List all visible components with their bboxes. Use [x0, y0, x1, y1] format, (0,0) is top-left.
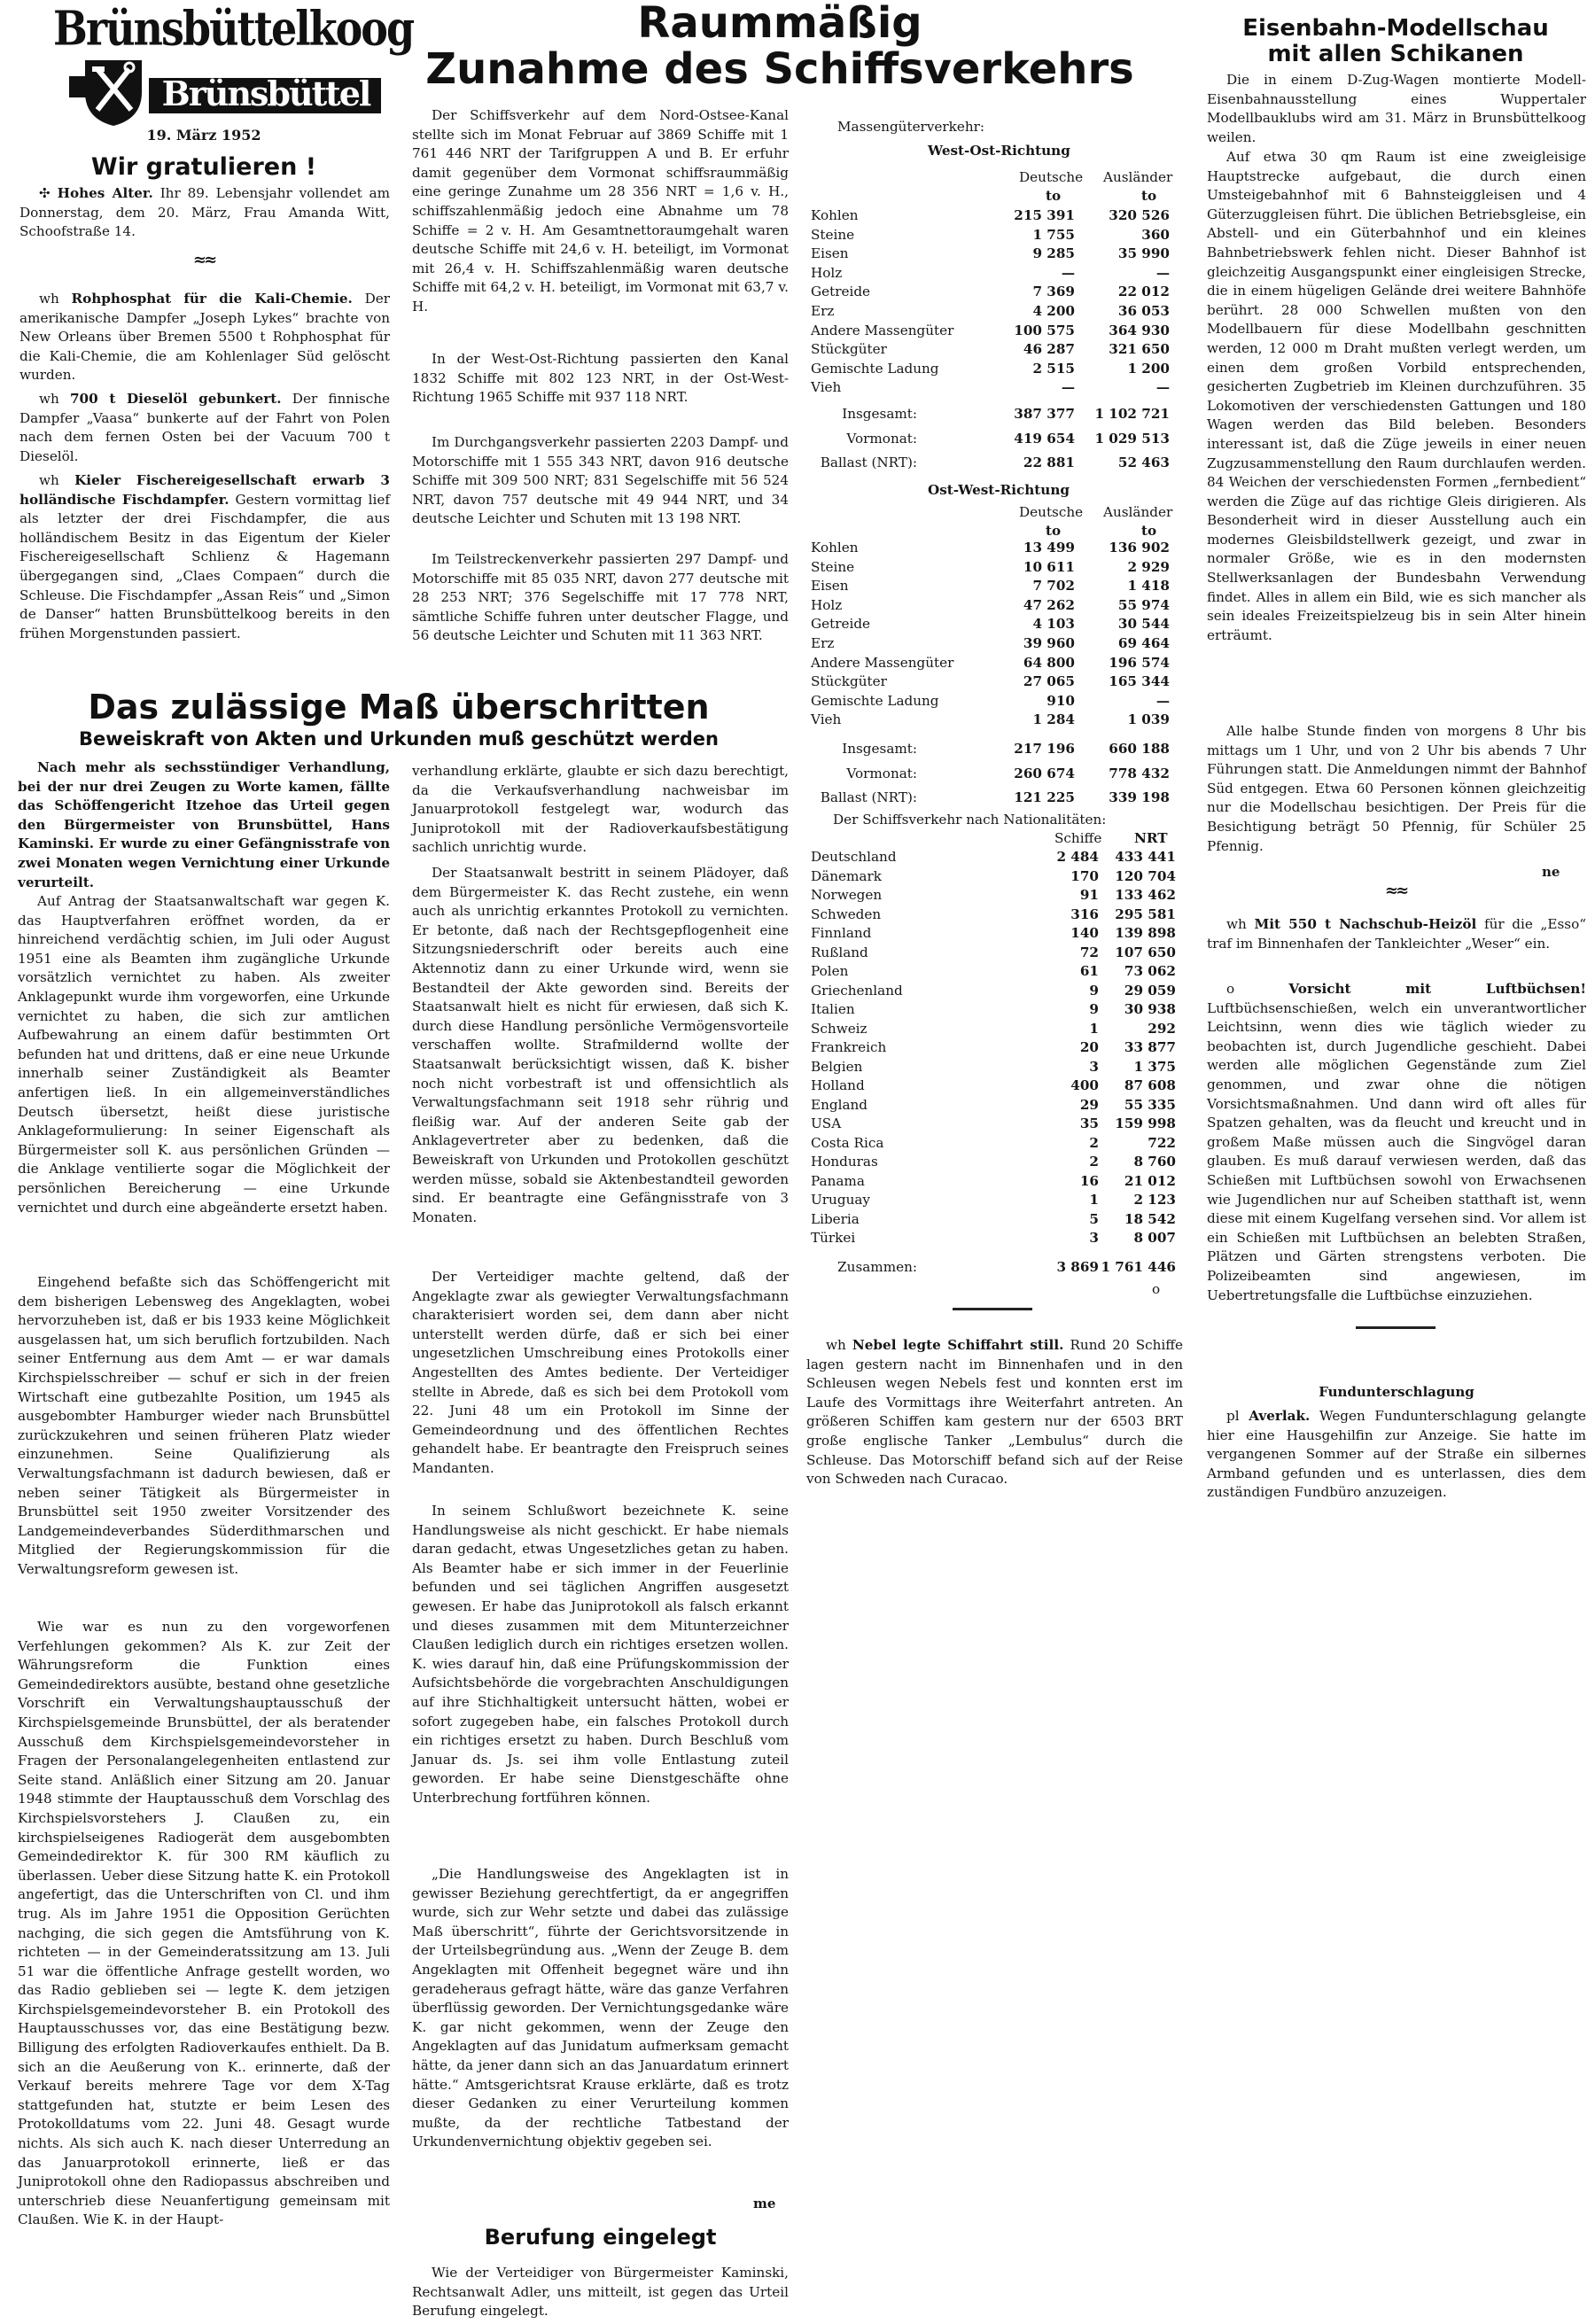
total-label: Insgesamt:	[842, 406, 917, 422]
row-label: Stückgüter	[811, 673, 887, 690]
auslaender-value: 52 463	[1117, 455, 1170, 470]
table-row	[802, 654, 1183, 672]
nrt-value: 107 650	[1115, 944, 1176, 960]
traffic-paragraph: Der Schiffsverkehr auf dem Nord-Ostsee-Kanal stellte sich im Monat Februar auf 3869 Schiffe mit 1 761 446 NRT der Tarifgruppen A und B. Er erfuhr damit gegenüber dem Vormonat schiffsraummäßig eine geringe Zunahme um 28 356 NRT = 1,6 v. H., schiffszahlenmäßig jedoch eine Abnahme um 78 Schiffe = 2 v. H. Am Gesamtnettoraumgehalt waren deutsche Schiffe mit 24,6 v. H. beteiligt, im Vormonat mit 26,4 v. H. Schiffszahlenmäßig waren deutsche Schiffe mit 64,2 v. H. beteiligt, im Vormonat mit 63,7 v. H.	[412, 107, 789, 315]
nation-row	[802, 906, 1183, 924]
railway-paragraph: Alle halbe Stunde finden von morgens 8 Uhr bis mittags um 1 Uhr, und von 2 Uhr bis abends 7 Uhr Führungen statt. Die Anmeldungen nimmt der Bahnhof Süd entgegen. Etwa 60 Personen können gleichzeitig nur die Modellschau besichtigen. Der Preis für die Besichtigung beträgt 50 Pfennig, für Schüler 25 Pfennig.	[1207, 723, 1586, 854]
auslaender-value: 136 902	[1109, 540, 1170, 556]
nation-row	[802, 1153, 1183, 1171]
row-label: Steine	[811, 226, 855, 243]
deutsche-value: 910	[1046, 692, 1075, 709]
lost-property-heading: Fundunterschlagung	[1319, 1384, 1474, 1400]
nation-row	[802, 1191, 1183, 1209]
ships-value: 400	[1070, 1077, 1099, 1093]
auslaender-value: 30 544	[1117, 616, 1170, 633]
deutsche-value: 39 960	[1023, 635, 1075, 651]
court-lead: Nach mehr als sechsstündiger Verhandlung, bei der nur drei Zeugen zu Worte kamen, fällte das Schöffengericht Itzehoe das Urteil gegen den Bürgermeister von Brunsbüttel, Hans Kaminski. Er wurde zu einer Gefängnisstrafe von zwei Monaten wegen Vernichtung einer Urkunde verurteilt.	[18, 759, 390, 890]
unit-label: to	[1046, 188, 1062, 204]
table-row	[802, 302, 1183, 321]
nation-row	[802, 1115, 1183, 1133]
auslaender-value: 69 464	[1117, 635, 1170, 651]
row-label: Uruguay	[811, 1192, 870, 1208]
nrt-value: 295 581	[1115, 906, 1176, 922]
traffic-signature: o	[1152, 1281, 1161, 1297]
deutsche-value: 100 575	[1014, 322, 1075, 338]
deutsche-value: 64 800	[1023, 654, 1075, 671]
nrt-value: 21 012	[1124, 1172, 1176, 1189]
auslaender-value: —	[1155, 692, 1170, 709]
ships-value: 1	[1089, 1192, 1099, 1208]
nation-row	[802, 924, 1183, 943]
row-label: Holland	[811, 1077, 865, 1093]
court-paragraph: Wie war es nun zu den vorgeworfenen Verfehlungen gekommen? Als K. zur Zeit der Währungsreform die Funktion eines Gemeindedirektors ausübte, bestand ohne gesetzliche Vorschrift ein Verwaltungshauptausschuß der Kirchspielsgemeinde Brunsbüttel, der als beratender Ausschuß dem Kirchspielsgemeindevorsteher in Fragen der Personalangelegenheiten entlastend zur Seite stand. Anläßlich einer Sitzung am 20. Januar 1948 stimmte der Hauptausschuß dem Vorschlag des Kirchspielsvorstehers J. Claußen zu, ein kirchspielseigenes Radiogerät dem ausgebombten Gemeindedirektor K. für 300 RM käuflich zu überlassen. Ueber diese Sitzung hatte K. ein Protokoll angefertigt, das die Unterschriften von Cl. und ihm trug. Als im Jahre 1951 die Opposition Gerüchten nachging, die sich gegen die Amtsführung von K. richteten — in der Gemeinderatssitzung am 13. Juli 51 war die öffentliche Anfrage gestellt worden, wo das Radio geblieben sei — legte K. dem jetzigen Kirchspielsgemeindevorsteher B. ein Protokoll des Hauptausschusses vor, das eine Bestätigung bezw. Billigung des erfolgten Radioverkaufes enthielt. Da B. sich an die Aeußerung von K.. erinnerte, daß der Verkauf bereits mehrere Tage vor dem X-Tag stattgefunden hat, stutzte er beim Lesen des Protokolldatums vom 22. Juni 48. Gesagt wurde nichts. Als sich auch K. nach dieser Unterredung an das Januarprotokoll erinnerte, ließ er das Juniprotokoll ohne den Radiopassus abschreiben und unterschrieb diese Neuanfertigung gemeinsam mit Claußen. Wie K. in der Haupt-	[18, 1619, 390, 2228]
separator-wave-icon: ≈≈	[1384, 882, 1407, 900]
row-label: Erz	[811, 303, 835, 319]
nrt-value: 1 761 446	[1101, 1259, 1176, 1275]
court-paragraph: Der Verteidiger machte geltend, daß der Angeklagte zwar als gewiegter Verwaltungsfachmann charakterisiert worden sei, dem dann aber nicht unterstellt werden dürfe, daß er sich bei einer ungesetzlichen Umschreibung eines Protokolls einer Angestellten des Amtes bediente. Der Verteidiger stellte in Abrede, daß es sich bei dem Protokoll vom 22. Juni 48 um ein Protokoll im Sinne der Gemeindeordnung und des öffentlichen Rechtes gehandelt habe. Er beantragte den Freispruch seines Mandanten.	[412, 1269, 789, 1476]
row-label: Erz	[811, 635, 835, 651]
table-row	[802, 378, 1183, 397]
news-item-lead: Hohes Alter.	[57, 185, 153, 201]
news-item-hohes-alter	[19, 184, 390, 242]
row-label: Schweiz	[811, 1020, 868, 1037]
row-label: Holz	[811, 596, 843, 613]
nrt-value: 29 059	[1124, 982, 1176, 999]
author-initials: o	[1226, 981, 1235, 997]
deutsche-value: 2 515	[1032, 360, 1075, 377]
ships-value: 3 869	[1056, 1259, 1099, 1275]
deutsche-value: 1 284	[1032, 711, 1075, 728]
news-item-fischdampfer	[19, 471, 390, 643]
ships-value: 2	[1089, 1134, 1099, 1151]
auslaender-value: 1 200	[1127, 360, 1170, 377]
total-label: Vormonat:	[846, 430, 917, 447]
nrt-value: 55 335	[1124, 1096, 1176, 1113]
appeal-text: Wie der Verteidiger von Bürgermeister Kaminski, Rechtsanwalt Adler, uns mitteilt, ist gegen das Urteil Berufung eingelegt.	[412, 2265, 789, 2320]
separator-wave-icon: ≈≈	[192, 251, 215, 269]
deutsche-value: 260 674	[1014, 765, 1075, 781]
news-item-text: Luftbüchsenschießen, welch ein unverantwortlicher Leichtsinn, wenn dies wie täglich wieder zu beobachten ist, durch Jugendliche geschieht. Dabei werden alle möglichen Gegenstände zum Ziel genommen, und zwar ohne die nötigen Vorsichtsmaßnahmen. Und dann wird oft alles für Spatzen gehalten, was da fleucht und kreucht und in großem Maße müssen auch die Singvögel daran glauben. Es muß darauf verwiesen werden, daß das Schießen mit Luftbüchsen sowohl von Erwachsenen wie Jugendlichen nur auf Scheiben statthaft ist, wenn diese mit einem Kugelfang versehen sind. Vor allem ist ein Schießen mit Luftbüchsen an belebten Straßen, Plätzen und Gärten strengstens verboten. Die Polizeibeamten sind angewiesen, im Uebertretungsfalle die Luftbüchse einzuziehen.	[1207, 999, 1586, 1303]
news-item-nebel	[806, 1336, 1183, 1489]
table-row	[802, 672, 1183, 691]
congratulations-heading: Wir gratulieren !	[90, 153, 317, 181]
issue-date: 19. März 1952	[146, 127, 261, 144]
nrt-value: 159 998	[1115, 1115, 1176, 1131]
deutsche-value: 47 262	[1023, 596, 1075, 613]
traffic-tables	[802, 0, 1183, 1302]
row-label: Honduras	[811, 1154, 878, 1170]
bulk-traffic-title: Massengüterverkehr:	[837, 119, 984, 135]
table-row	[802, 340, 1183, 359]
row-label: Italien	[811, 1001, 855, 1017]
nation-row	[802, 1229, 1183, 1247]
court-signature: me	[753, 2196, 776, 2211]
ships-value: 20	[1079, 1039, 1099, 1055]
row-label: Kohlen	[811, 207, 859, 223]
news-item-text: Der finnische Dampfer „Vaasa“ bunkerte auf der Fahrt von Polen nach dem fernen Osten bei der Vacuum 700 t Dieselöl.	[19, 391, 391, 464]
deutsche-value: —	[1061, 264, 1075, 281]
ships-value: 2 484	[1056, 849, 1099, 865]
ships-value: 35	[1079, 1115, 1099, 1131]
ships-value: 91	[1079, 887, 1099, 903]
auslaender-value: 778 432	[1109, 765, 1170, 781]
table-row	[802, 206, 1183, 225]
row-label: Vieh	[811, 711, 842, 728]
col-header-ships: Schiffe	[1054, 830, 1102, 846]
masthead	[35, 0, 414, 123]
deutsche-value: 387 377	[1014, 406, 1075, 422]
court-paragraph: „Die Handlungsweise des Angeklagten ist in gewisser Beziehung gerechtfertigt, da er angegriffen wurde, sich zur Wehr setzte und dabei das zulässige Maß überschritt“, führte der Gerichtsvorsitzende in der Urteilsbegründung aus. „Wenn der Zeuge B. dem Angeklagten mit Offenheit begegnet wäre und ihn geradeheraus gefragt hätte, wäre das ganze Verfahren überflüssig geworden. Der Vernichtungsgedanke wäre K. gar nicht gekommen, wenn der Zeuge den Angeklagten auf das Junidatum aufmerksam gemacht hätte, da jener dann sich an das Januardatum erinnert hätte.“ Amtsgerichtsrat Krause erklärte, daß es trotz dieser Gedanken zu einer Verurteilung kommen mußte, da der rechtliche Tatbestand der Urkundenvernichtung objektiv gegeben sei.	[412, 1866, 789, 2150]
author-initials: wh	[1226, 916, 1247, 932]
row-label: Türkei	[811, 1230, 856, 1246]
row-label: Finnland	[811, 925, 872, 941]
nation-row	[802, 1077, 1183, 1095]
row-label: Andere Massengüter	[811, 322, 954, 338]
table-row	[802, 692, 1183, 711]
nrt-value: 139 898	[1115, 925, 1176, 941]
auslaender-value: 35 990	[1117, 245, 1170, 262]
deutsche-value: 121 225	[1014, 789, 1075, 805]
row-label: Deutschland	[811, 849, 897, 865]
col-header-deutsche: Deutsche	[1019, 169, 1084, 185]
nation-total-row	[802, 1258, 1183, 1277]
deutsche-value: 46 287	[1023, 341, 1075, 358]
deutsche-value: 9 285	[1032, 245, 1075, 262]
news-item-lead: Nebel legte Schiffahrt still.	[852, 1337, 1064, 1353]
unit-label: to	[1141, 188, 1157, 204]
nrt-value: 2 123	[1133, 1192, 1176, 1208]
auslaender-value: —	[1155, 379, 1170, 396]
deutsche-value: 4 200	[1032, 303, 1075, 319]
ships-value: 316	[1070, 906, 1099, 922]
appeal-heading: Berufung eingelegt	[484, 2225, 717, 2250]
auslaender-value: 1 102 721	[1094, 406, 1170, 422]
auslaender-value: 1 418	[1127, 578, 1170, 595]
nation-row	[802, 1058, 1183, 1077]
separator-rule	[953, 1308, 1032, 1310]
total-label: Vormonat:	[846, 765, 917, 781]
total-label: Ballast (NRT):	[820, 455, 917, 470]
court-paragraph: Auf Antrag der Staatsanwaltschaft war gegen K. das Hauptverfahren eröffnet worden, da er hinreichend verdächtig schien, im Juli oder August 1951 eine als Beamten ihm zugängliche Urkunde vorsätzlich vernichtet zu haben. Als zweiter Anklagepunkt wurde ihm vorgeworfen, eine Urkunde vernichtet zu haben, die sich zur amtlichen Aufbewahrung an einem dafür bestimmten Ort befunden hat und drittens, daß er eine neue Urkunde innerhalb seiner Zuständigkeit als Beamter anfertigen ließ. In ein allgemeinverständliches Deutsch übersetzt, heißt diese juristische Anklageformulierung: In seiner Eigenschaft als Bürgermeister soll K. aus persönlichen Gründen — die Anklage ventilierte sogar die Möglichkeit der persönlichen Bereicherung — eine Urkunde vernichtet und durch eine abgeänderte ersetzt haben.	[18, 893, 390, 1216]
traffic-paragraph: Im Durchgangsverkehr passierten 2203 Dampf- und Motorschiffe mit 1 555 343 NRT, davon 916 deutsche Schiffe mit 309 500 NRT; 831 Segelschiffe mit 56 524 NRT, davon 757 deutsche mit 49 944 NRT, und 34 deutsche Leichter und Schuten mit 13 198 NRT.	[412, 434, 789, 527]
row-label: Dänemark	[811, 867, 882, 884]
traffic-headline-line2: Zunahme des Schiffsverkehrs	[425, 44, 1134, 94]
west-east-title: West-Ost-Richtung	[928, 143, 1070, 159]
ships-value: 1	[1089, 1020, 1099, 1037]
news-item-lead: Kieler Fischereigesellschaft erwarb 3 holländische Fischdampfer.	[19, 472, 390, 508]
nrt-value: 120 704	[1115, 867, 1176, 884]
table-row	[802, 558, 1183, 577]
news-item-text: für die „Esso“ traf im Binnenhafen der Tankleichter „Weser“ ein.	[1207, 916, 1586, 952]
news-item-lead: Mit 550 t Nachschub-Heizöl	[1254, 916, 1477, 932]
auslaender-value: 660 188	[1109, 741, 1170, 757]
news-item-lead: 700 t Dieselöl gebunkert.	[69, 391, 282, 407]
news-item-text: Der amerikanische Dampfer „Joseph Lykes“ brachte von New Orleans über Bremen 5500 t Rohphosphat für die Kali-Chemie, die am Kohlenlager Süd gelöscht wurden.	[19, 291, 391, 384]
railway-headline	[1205, 16, 1586, 67]
row-label: USA	[811, 1115, 842, 1131]
nation-row	[802, 962, 1183, 981]
news-item-heizoel	[1207, 915, 1586, 953]
table-row	[802, 596, 1183, 615]
news-item-text: Ihr 89. Lebensjahr vollendet am Donnerstag, dem 20. März, Frau Amanda Witt, Schoofstraße 14.	[19, 185, 391, 240]
nrt-value: 8 760	[1133, 1154, 1176, 1170]
auslaender-value: 321 650	[1109, 341, 1170, 358]
star-icon: ✣	[39, 185, 51, 201]
unit-label: to	[1141, 523, 1157, 539]
row-label: Eisen	[811, 578, 849, 595]
ships-value: 72	[1079, 944, 1099, 960]
auslaender-value: 22 012	[1117, 284, 1170, 300]
table-row	[802, 615, 1183, 633]
auslaender-value: 339 198	[1109, 789, 1170, 805]
nrt-value: 292	[1148, 1020, 1176, 1037]
deutsche-value: 22 881	[1023, 455, 1075, 470]
nation-row	[802, 1134, 1183, 1153]
table-row	[802, 322, 1183, 340]
separator-rule	[1356, 1326, 1436, 1329]
row-label: Andere Massengüter	[811, 654, 954, 671]
row-label: Steine	[811, 558, 855, 575]
col-header-auslaender: Ausländer	[1103, 504, 1173, 520]
nrt-value: 87 608	[1124, 1077, 1176, 1093]
nrt-value: 433 441	[1115, 849, 1176, 865]
total-label: Zusammen:	[837, 1259, 917, 1275]
ships-value: 9	[1089, 982, 1099, 999]
court-headline: Das zulässige Maß überschritten	[88, 688, 710, 727]
traffic-paragraph: In der West-Ost-Richtung passierten den Kanal 1832 Schiffe mit 802 123 NRT, in der Ost-West-Richtung 1965 Schiffe mit 937 118 NRT.	[412, 351, 789, 406]
ships-value: 3	[1089, 1058, 1099, 1075]
auslaender-value: 1 039	[1127, 711, 1170, 728]
court-paragraph: In seinem Schlußwort bezeichnete K. seine Handlungsweise als nicht geschickt. Er habe niemals daran gedacht, etwas Ungesetzliches getan zu haben. Als Beamter habe er sich immer in der Feuerlinie befunden und sei täglichen Angriffen ausgesetzt gewesen. Er habe das Juniprotokoll als falsch erkannt und dieses zusammen mit dem Mitunterzeichner Claußen lediglich durch ein richtiges ersetzen wollen. K. wies darauf hin, daß eine Prüfungskommission der Aufsichtsbehörde die vorgebrachten Anschuldigungen auf ihre Stichhaltigkeit untersucht hätten, wobei er sofort zugegeben habe, ein falsches Protokoll durch ein richtiges ersetzt zu haben. Durch Beschluß vom Januar ds. Js. sei ihm volle Entlastung zuteil geworden. Er habe seine Dienstgeschäfte ohne Unterbrechung fortführen können.	[412, 1503, 789, 1806]
table-row	[802, 634, 1183, 653]
masthead-line1: Brünsbüttelkoog	[53, 0, 414, 57]
nrt-value: 33 877	[1124, 1039, 1176, 1055]
railway-paragraph: Auf etwa 30 qm Raum ist eine zweigleisige Hauptstrecke aufgebaut, die durch einen Umsteigebahnhof mit 6 Bahnsteiggleisen und 4 Güterzuggleisen führt. Die üblichen Betriebsgleise, ein Abstell- und ein Güterbahnhof und ein kleines Bahnbetriebswerk fehlen nicht. Dieser Bahnhof ist gleichzeitig Ausgangspunkt einer eingleisigen Strecke, die in einem hügeligen Gelände drei weitere Bahnhöfe berührt. 28 000 Schwellen mußten von den Modellbauern für diese Modellbahn geschnitten werden, 12 000 m Draht mußten verlegt werden, um einen dem großen Vorbild entsprechenden, gesicherten Zugbetrieb im Kleinen durchzuführen. 35 Lokomotiven der verschiedensten Gattungen und 180 Wagen werden das Bild beleben. Besonders interessant ist, daß die Züge jeweils in einer neuen Zugzusammenstellung den Raum durchlaufen werden. 84 Weichen der verschiedensten Formen „fernbedient“ werden die Züge auf das richtige Gleis dirigieren. Als Besonderheit wird in dieser Ausstellung auch ein modernes Gleisbildstellwerk gezeigt, und zwar in normaler Größe, wie es in den modernsten Stellwerksanlagen der Bundesbahn Verwendung findet. Alles in allem ein Bild, wie es sich mancher als sein ideales Freizeitspielzeug bis in sein Alter hinein erträumt.	[1207, 149, 1586, 643]
nation-row	[802, 944, 1183, 962]
auslaender-value: 320 526	[1109, 207, 1170, 223]
news-item-rohphosphat	[19, 290, 390, 385]
row-label: Rußland	[811, 944, 868, 960]
auslaender-value: 364 930	[1109, 322, 1170, 338]
news-item-luftbuechsen	[1207, 980, 1586, 1305]
deutsche-value: 419 654	[1014, 430, 1075, 447]
news-item-lead: Averlak.	[1249, 1408, 1311, 1424]
masthead-line2: Brünsbüttel	[161, 74, 370, 113]
ships-value: 2	[1089, 1154, 1099, 1170]
ships-value: 29	[1079, 1096, 1099, 1113]
col-header-nrt: NRT	[1134, 830, 1168, 846]
ships-value: 9	[1089, 1001, 1099, 1017]
ships-value: 170	[1070, 867, 1099, 884]
table-row	[802, 226, 1183, 245]
nrt-value: 722	[1148, 1134, 1176, 1151]
row-label: Liberia	[811, 1210, 860, 1227]
nation-row	[802, 1172, 1183, 1191]
row-label: Gemischte Ladung	[811, 692, 939, 709]
row-label: Stückgüter	[811, 341, 887, 358]
row-label: Frankreich	[811, 1039, 887, 1055]
table-row	[802, 711, 1183, 729]
auslaender-value: 55 974	[1117, 596, 1170, 613]
row-label: Griechenland	[811, 982, 903, 999]
deutsche-value: 1 755	[1032, 226, 1075, 243]
auslaender-value: 2 929	[1127, 558, 1170, 575]
railway-paragraph: Die in einem D-Zug-Wagen montierte Modell-Eisenbahnausstellung eines Wuppertaler Modellbauklubs wird am 31. März in Brunsbüttelkoog weilen.	[1207, 72, 1586, 145]
auslaender-value: —	[1155, 264, 1170, 281]
table-row	[802, 360, 1183, 378]
auslaender-value: 165 344	[1109, 673, 1170, 690]
total-row	[802, 405, 1183, 424]
row-label: Holz	[811, 264, 843, 281]
row-label: Vieh	[811, 379, 842, 396]
court-subheadline: Beweiskraft von Akten und Urkunden muß geschützt werden	[79, 728, 719, 750]
deutsche-value: 7 369	[1032, 284, 1075, 300]
ships-value: 61	[1079, 963, 1099, 979]
table-row	[802, 577, 1183, 595]
news-item-averlak	[1207, 1407, 1586, 1503]
nrt-value: 1 375	[1133, 1058, 1176, 1075]
col-header-auslaender: Ausländer	[1103, 169, 1173, 185]
news-item-text: Gestern vormittag lief als letzter der drei Fischdampfer, die aus holländischem Besitz in das Eigentum der Kieler Fischereigesellschaft Schlienz & Hagemann übergegangen sind, „Claes Compaen“ durch die Schleuse. Die Fischdampfer „Assan Reis“ und „Simon de Danser“ hatten Brunsbüttelkoog bereits in den frühen Morgenstunden passiert.	[19, 491, 390, 641]
nation-row	[802, 886, 1183, 905]
auslaender-value: 360	[1141, 226, 1170, 243]
news-item-lead: Rohphosphat für die Kali-Chemie.	[71, 291, 353, 307]
row-label: Panama	[811, 1172, 865, 1189]
total-label: Ballast (NRT):	[820, 789, 917, 805]
row-label: Eisen	[811, 245, 849, 262]
row-label: Getreide	[811, 616, 871, 633]
nrt-value: 30 938	[1124, 1001, 1176, 1017]
nation-row	[802, 1096, 1183, 1115]
deutsche-value: 7 702	[1032, 578, 1075, 595]
deutsche-value: 217 196	[1014, 741, 1075, 757]
nrt-value: 8 007	[1133, 1230, 1176, 1246]
total-row	[802, 430, 1183, 448]
deutsche-value: 4 103	[1032, 616, 1075, 633]
row-label: Getreide	[811, 284, 871, 300]
row-label: Polen	[811, 963, 849, 979]
total-row	[802, 454, 1183, 472]
table-row	[802, 245, 1183, 263]
coat-of-arms-icon	[69, 57, 158, 128]
court-paragraph: Der Staatsanwalt bestritt in seinem Plädoyer, daß dem Bürgermeister K. das Recht zustehe, ein wenn auch als unrichtig erkanntes Protokoll zu vernichten. Er betonte, daß nach der Rechtsgepflogenheit eine Sitzungsniederschrift oder bereits auch eine Aktennotiz dann zu einer Urkunde wird, wenn sie Bestandteil der Akte geworden sind. Bereits der Staatsanwalt hielt es nicht für erwiesen, daß sich K. durch diese Handlung persönliche Vermögensvorteile verschaffen wollte. Strafmildernd wollte der Staatsanwalt berücksichtigt wissen, daß K. bisher noch nicht vorbestraft ist und offensichtlich als Verwaltungsfachmann seit 1918 sehr rührig und fleißig war. Auf der anderen Seite gab der Anklagevertreter aber zu bedenken, daß die Beweiskraft von Urkunden und Protokollen geschützt werden müsse, sobald sie Aktenbestandteil geworden sind. Er beantragte eine Gefängnisstrafe von 3 Monaten.	[412, 865, 789, 1225]
nation-row	[802, 867, 1183, 886]
nation-row	[802, 1210, 1183, 1229]
nation-row	[802, 1020, 1183, 1038]
east-west-title: Ost-West-Richtung	[928, 482, 1070, 498]
row-label: Belgien	[811, 1058, 863, 1075]
court-paragraph: verhandlung erklärte, glaubte er sich dazu berechtigt, da die Verkaufsverhandlung nachweisbar im Januarprotokoll festgelegt war, wodurch das Juniprotokoll mit der Radioverkaufsbestätigung sachlich unrichtig wurde.	[412, 763, 789, 856]
row-label: Costa Rica	[811, 1134, 884, 1151]
author-initials: wh	[39, 391, 59, 407]
nation-row	[802, 1000, 1183, 1019]
auslaender-value: 196 574	[1109, 654, 1170, 671]
ships-value: 5	[1089, 1210, 1099, 1227]
news-item-dieseloel	[19, 390, 390, 466]
court-paragraph: Eingehend befaßte sich das Schöffengericht mit dem bisherigen Lebensweg des Angeklagten, wobei hervorzuheben ist, daß er bis 1933 keine Möglichkeit ausgelassen hat, um sich beruflich fortzubilden. Nach seiner Entfernung aus dem Amt — er war damals Kirchspielsschreiber — schuf er sich in der freien Wirtschaft eine gutbezahlte Position, um 1945 als ausgebombter Hamburger wieder nach Brunsbüttel zurückzukehren und seinen früheren Platz wieder einzunehmen. Seine Qualifizierung als Verwaltungsfachmann ist dadurch bewiesen, daß er neben seiner Tätigkeit als Bürgermeister in Brunsbüttel seit 1950 zweiter Vorsitzender des Landgemeindeverbandes Süderdithmarschen und Mitglied der Regierungskommission für die Verwaltungsreform gewesen ist.	[18, 1274, 390, 1577]
row-label: Norwegen	[811, 887, 883, 903]
table-row	[802, 264, 1183, 283]
traffic-paragraph: Im Teilstreckenverkehr passierten 297 Dampf- und Motorschiffe mit 85 035 NRT, davon 277 deutsche mit 28 253 NRT; 376 Segelschiffe mit 17 778 NRT, sämtliche Schiffe fuhren unter deutscher Flagge, und 56 deutsche Leichter und Schuten mit 11 363 NRT.	[412, 551, 789, 644]
nrt-value: 18 542	[1124, 1210, 1176, 1227]
deutsche-value: 13 499	[1023, 540, 1075, 556]
railway-headline-line1: Eisenbahn-Modellschau	[1242, 15, 1549, 42]
author-initials: wh	[39, 472, 59, 488]
nation-row	[802, 848, 1183, 867]
col-header-deutsche: Deutsche	[1019, 504, 1084, 520]
table-row	[802, 539, 1183, 557]
unit-label: to	[1046, 523, 1062, 539]
nationalities-title: Der Schiffsverkehr nach Nationalitäten:	[833, 812, 1107, 828]
auslaender-value: 1 029 513	[1094, 430, 1170, 447]
railway-signature: ne	[1542, 864, 1560, 880]
ships-value: 16	[1079, 1172, 1099, 1189]
ships-value: 140	[1070, 925, 1099, 941]
author-initials: wh	[39, 291, 59, 307]
total-row	[802, 789, 1183, 807]
news-item-text: Rund 20 Schiffe lagen gestern nacht im Binnenhafen und in den Schleusen wegen Nebels fest und konnten erst im Laufe des Vormittags ihre Weiterfahrt antreten. An größeren Schiffen kam gestern nur der 6503 BRT große englische Tanker „Lembulus“ durch die Schleuse. Das Motorschiff befand sich auf der Reise von Schweden nach Curacao.	[806, 1337, 1184, 1488]
author-initials: pl	[1226, 1408, 1240, 1424]
news-item-text: Wegen Fundunterschlagung gelangte hier eine Hausgehilfin zur Anzeige. Sie hatte im vergangenen Sommer auf der Straße ein silbernes Armband gefunden und es unterlassen, dies dem zuständigen Fundbüro anzuzeigen.	[1207, 1408, 1587, 1501]
nrt-value: 73 062	[1124, 963, 1176, 979]
row-label: Kohlen	[811, 540, 859, 556]
ships-value: 3	[1089, 1230, 1099, 1246]
nation-row	[802, 1038, 1183, 1057]
news-item-lead: Vorsicht mit Luftbüchsen!	[1288, 981, 1587, 997]
nrt-value: 133 462	[1115, 887, 1176, 903]
deutsche-value: —	[1061, 379, 1075, 396]
row-label: England	[811, 1096, 868, 1113]
total-row	[802, 740, 1183, 758]
deutsche-value: 10 611	[1023, 558, 1075, 575]
deutsche-value: 27 065	[1023, 673, 1075, 690]
auslaender-value: 36 053	[1117, 303, 1170, 319]
table-row	[802, 283, 1183, 301]
total-row	[802, 765, 1183, 783]
railway-headline-line2: mit allen Schikanen	[1267, 41, 1524, 67]
row-label: Gemischte Ladung	[811, 360, 939, 377]
nation-row	[802, 982, 1183, 1000]
author-initials: wh	[826, 1337, 846, 1353]
total-label: Insgesamt:	[842, 741, 917, 757]
traffic-headline-line1: Raummäßig	[637, 0, 922, 48]
row-label: Schweden	[811, 906, 882, 922]
deutsche-value: 215 391	[1014, 207, 1075, 223]
